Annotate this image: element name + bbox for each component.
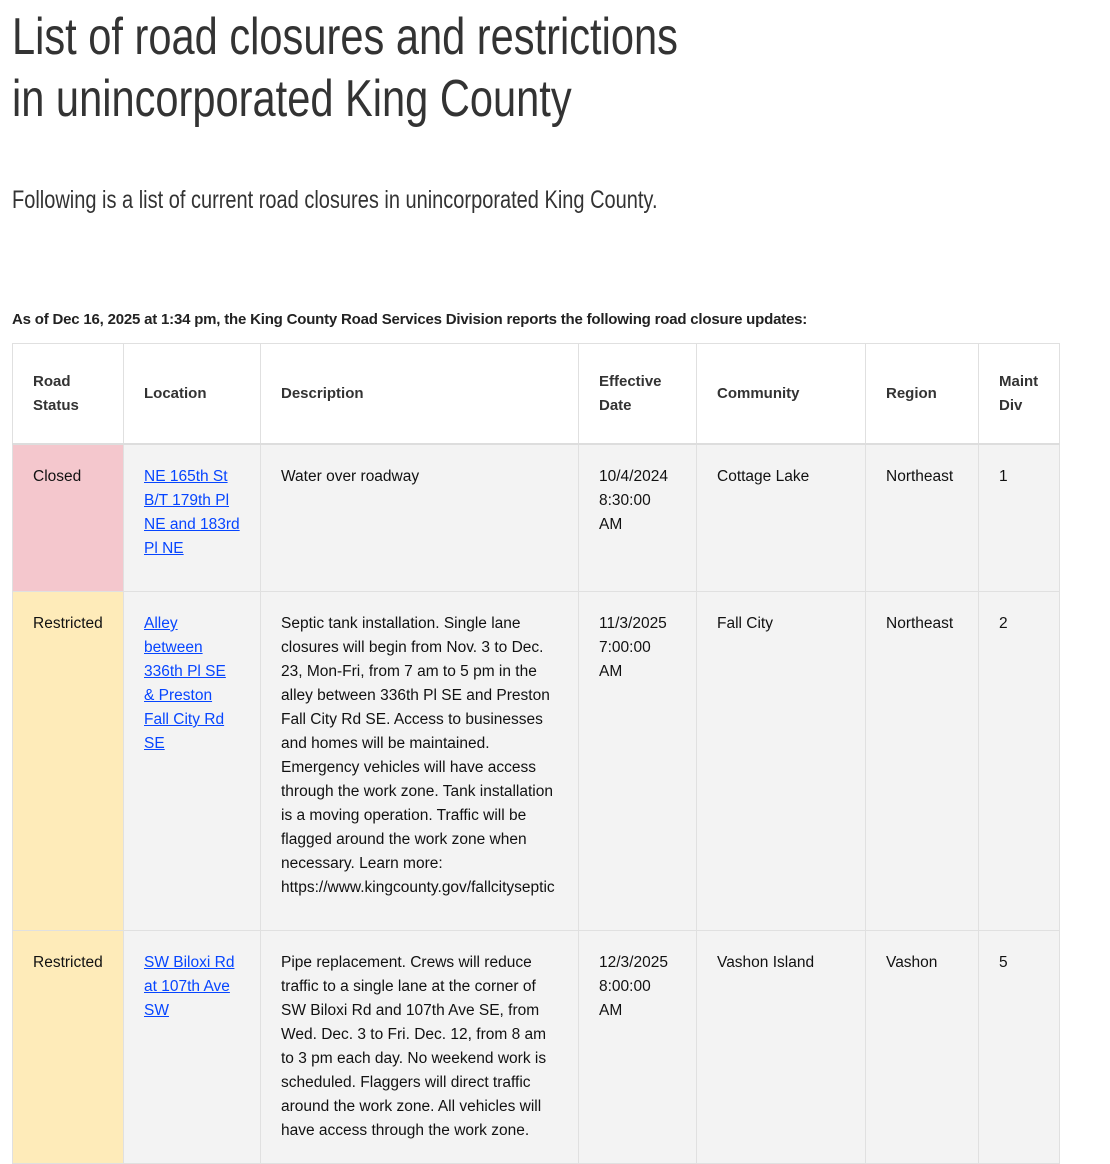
community-cell: Fall City (697, 592, 866, 931)
header-effective-date (579, 344, 697, 445)
location-link[interactable]: NE 165th St B/T 179th Pl NE and 183rd Pl NE (144, 468, 240, 557)
community-cell: Vashon Island (697, 931, 866, 1164)
maint-div-cell: 5 (979, 931, 1060, 1164)
description-cell: Pipe replacement. Crews will reduce traffic to a single lane at the corner of SW Biloxi Rd and 107th Ave SE, from Wed. Dec. 3 to Fri. Dec. 12, from 8 am to 3 pm each day. No weekend work is scheduled. Flaggers will direct traffic around the work zone. All vehicles will have access through the work zone. (261, 931, 579, 1164)
maint-div-cell: 2 (979, 592, 1060, 931)
road-status-cell: Closed (13, 444, 124, 592)
community-cell: Cottage Lake (697, 444, 866, 592)
header-text: Maint (999, 372, 1039, 390)
table-row (13, 444, 1060, 592)
header-text: Status (33, 396, 79, 414)
effective-date-cell: 11/3/2025 7:00:00 AM (579, 592, 697, 931)
page-title (12, 6, 678, 130)
region-cell: Northeast (866, 444, 979, 592)
header-text: Div (999, 396, 1023, 414)
location-cell (124, 931, 261, 1164)
header-text: Date (599, 396, 632, 414)
location-cell (124, 444, 261, 592)
region-cell: Vashon (866, 931, 979, 1164)
as-of-text: As of Dec 16, 2025 at 1:34 pm, the King County Road Services Division reports the following road closure updates: (12, 311, 808, 328)
header-region: Region (866, 344, 979, 445)
effective-date-cell: 12/3/2025 8:00:00 AM (579, 931, 697, 1164)
header-text: Road (33, 372, 71, 390)
description-cell: Septic tank installation. Single lane closures will begin from Nov. 3 to Dec. 23, Mon-Fri, from 7 am to 5 pm in the alley between 336th Pl SE and Preston Fall City Rd SE. Access to businesses and homes will be maintained. Emergency vehicles will have access through the work zone. Tank installation is a moving operation. Traffic will be flagged around the work zone when necessary. Learn more: https://www.kingcounty.gov/fallcityseptic (261, 592, 579, 931)
road-status-cell: Restricted (13, 592, 124, 931)
intro-text: Following is a list of current road closures in unincorporated King County. (12, 186, 658, 214)
header-description: Description (261, 344, 579, 445)
header-text: Effective (599, 372, 662, 390)
road-status-cell: Restricted (13, 931, 124, 1164)
header-community: Community (697, 344, 866, 445)
location-link[interactable]: SW Biloxi Rd at 107th Ave SW (144, 954, 235, 1019)
header-maint-div (979, 344, 1060, 445)
table-row (13, 592, 1060, 931)
table-header-row (13, 344, 1060, 445)
maint-div-cell: 1 (979, 444, 1060, 592)
road-closures-table (12, 343, 1060, 1164)
location-cell (124, 592, 261, 931)
header-road-status (13, 344, 124, 445)
title-line-1: List of road closures and restrictions (12, 8, 678, 66)
description-cell: Water over roadway (261, 444, 579, 592)
region-cell: Northeast (866, 592, 979, 931)
title-line-2: in unincorporated King County (12, 70, 572, 128)
location-link[interactable]: Alley between 336th Pl SE & Preston Fall City Rd SE (144, 615, 226, 752)
table-row (13, 931, 1060, 1164)
effective-date-cell: 10/4/2024 8:30:00 AM (579, 444, 697, 592)
header-location: Location (124, 344, 261, 445)
